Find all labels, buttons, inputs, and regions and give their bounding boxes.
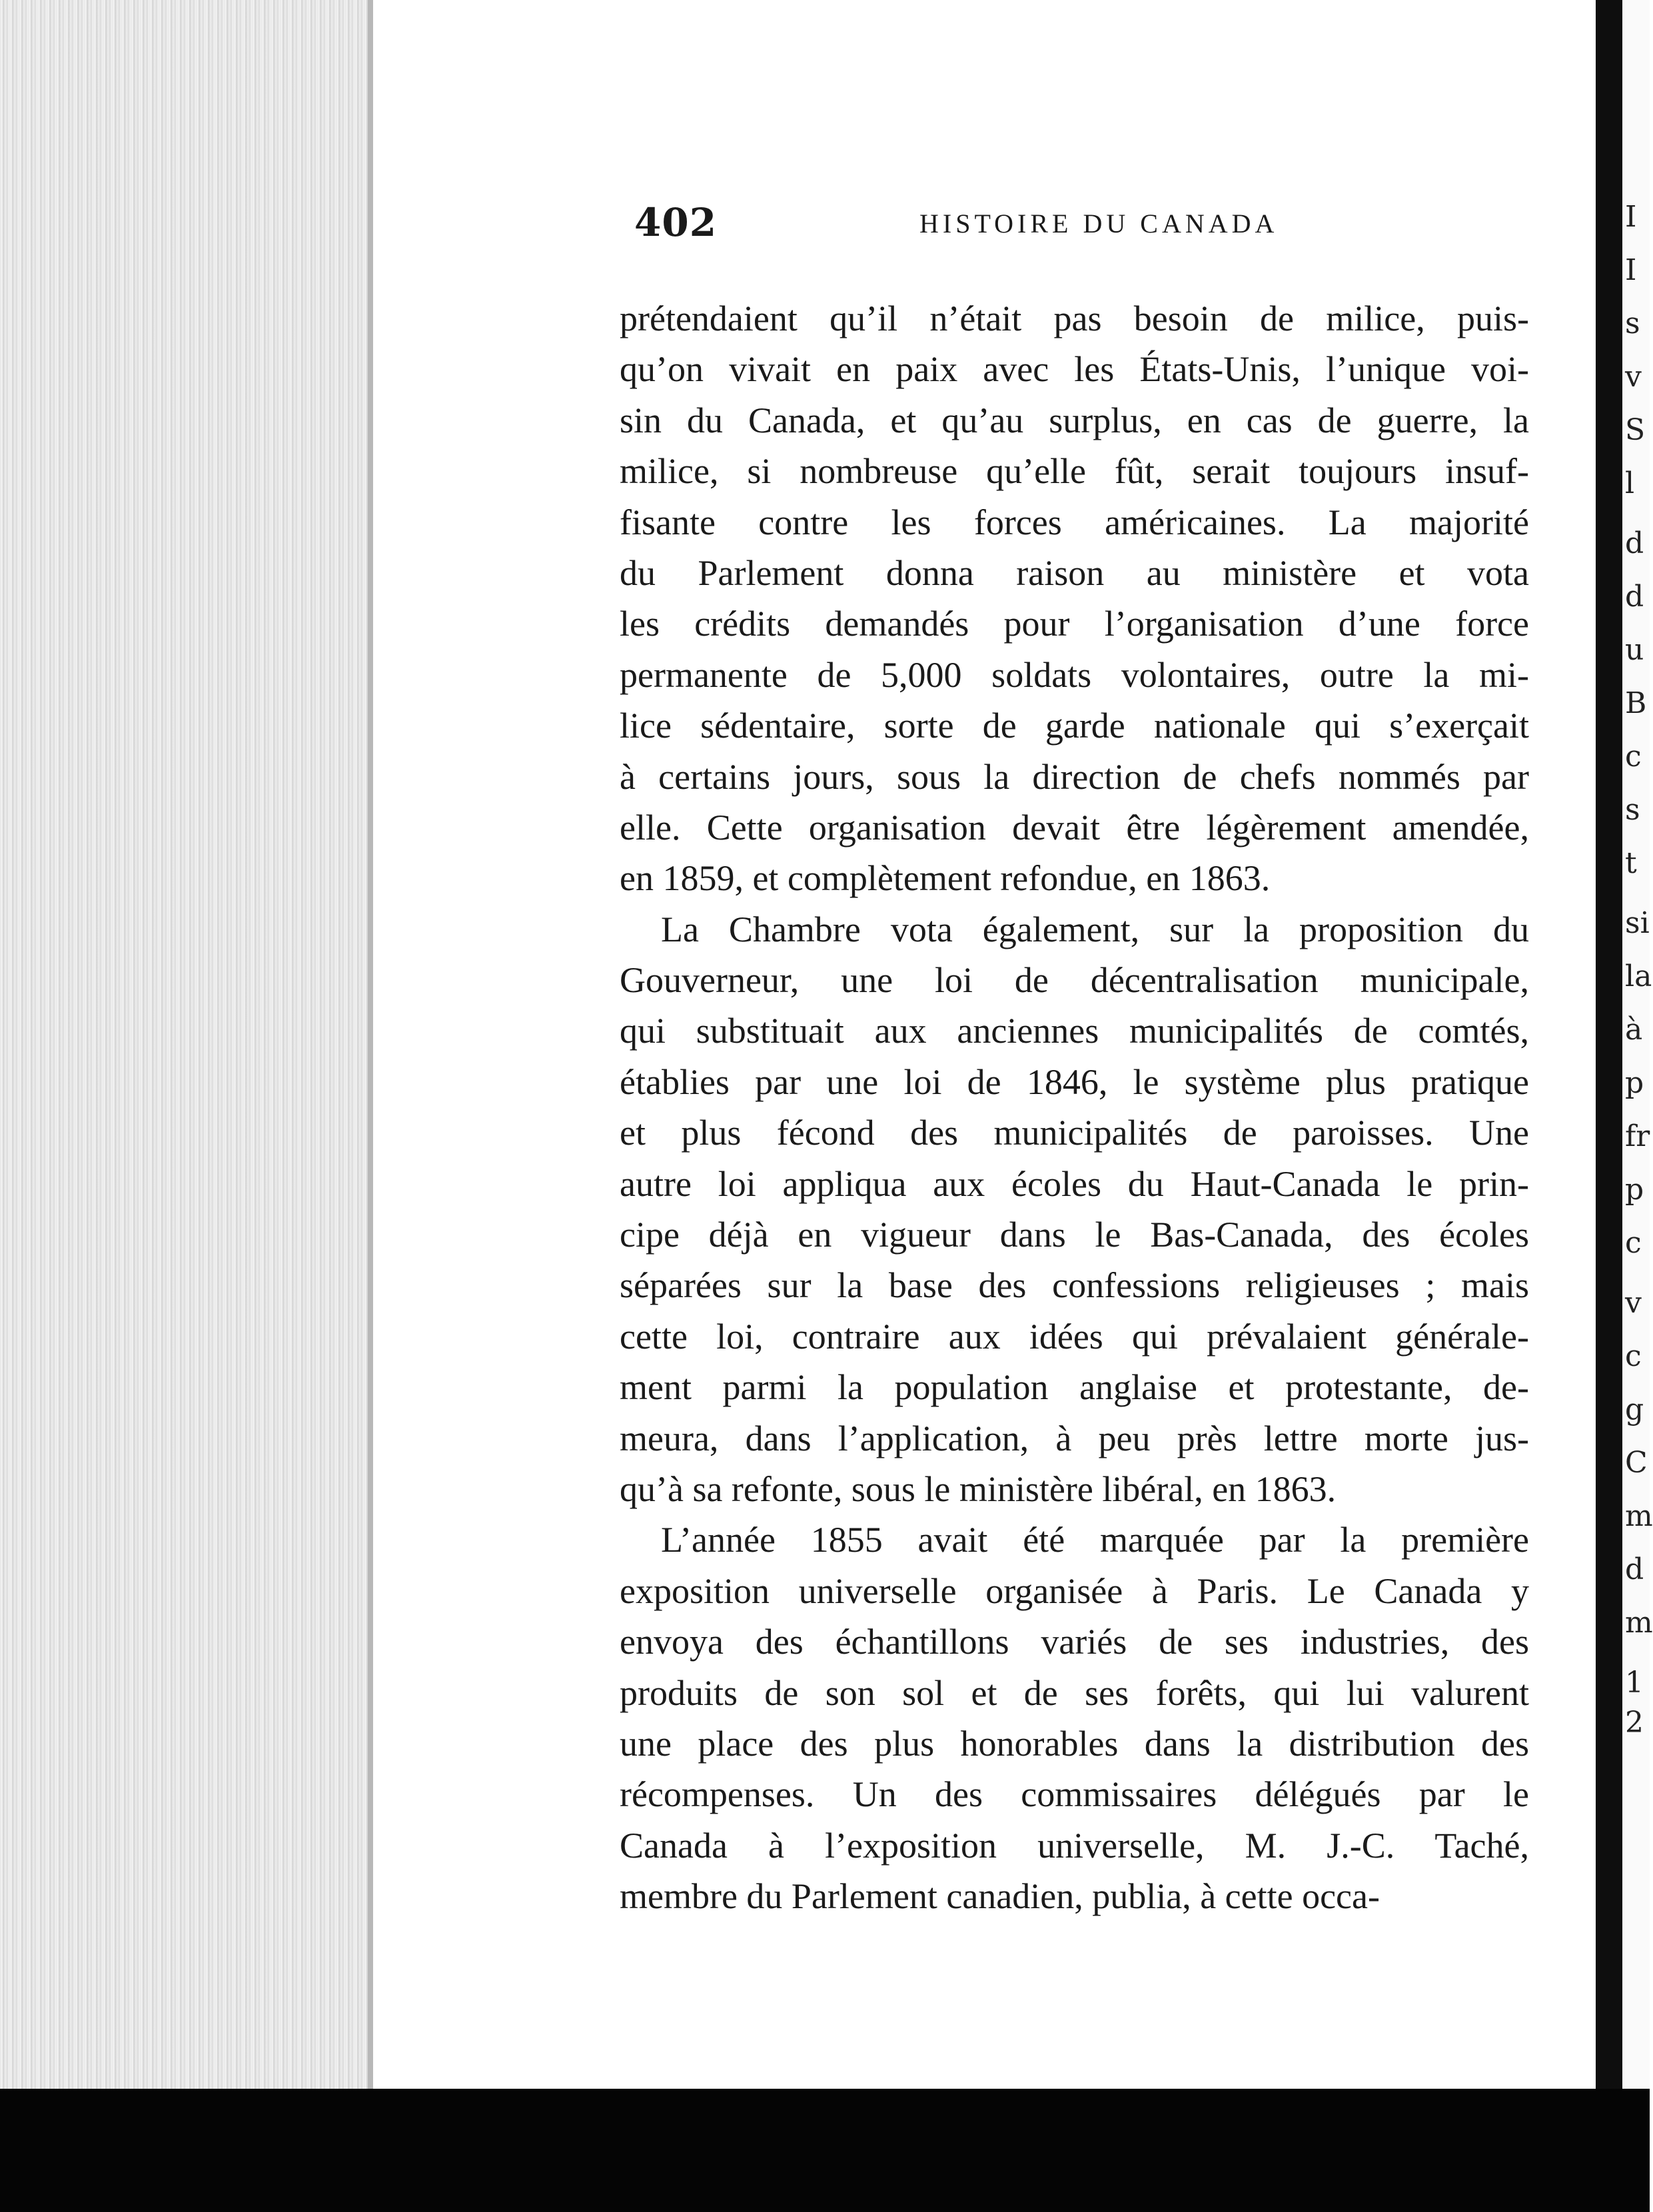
text-line: une place des plus honorables dans la distribution des	[620, 1723, 1529, 1764]
text-line: permanente de 5,000 soldats volontaires, outre la mi-	[620, 654, 1529, 695]
running-header	[634, 200, 1520, 253]
text-line: exposition universelle organisée à Paris. Le Canada y	[620, 1570, 1529, 1611]
adjacent-page-fragment: g	[1625, 1392, 1644, 1426]
adjacent-page-fragment: c	[1625, 740, 1642, 774]
adjacent-page-edge	[1622, 0, 1653, 2089]
text-line: prétendaient qu’il n’était pas besoin de milice, puis-	[620, 298, 1529, 338]
adjacent-page-fragment: v	[1625, 360, 1642, 394]
text-line: Gouverneur, une loi de décentralisation municipale,	[620, 960, 1529, 1001]
adjacent-page-fragment: m	[1625, 1499, 1653, 1533]
text-line: sin du Canada, et qu’au surplus, en cas de guerre, la	[620, 400, 1529, 440]
adjacent-page-fragment: B	[1625, 686, 1647, 720]
text-line: fisante contre les forces américaines. La majorité	[620, 502, 1529, 542]
adjacent-page-fragment: d	[1625, 580, 1644, 614]
text-line: membre du Parlement canadien, publia, à cette occa-	[620, 1876, 1380, 1917]
text-line: produits de son sol et de ses forêts, qui lui valurent	[620, 1672, 1529, 1713]
book-page-edges	[0, 0, 373, 2212]
paragraph	[620, 1514, 1529, 1922]
adjacent-page-fragment: la	[1625, 959, 1652, 993]
adjacent-page-fragment: C	[1625, 1446, 1648, 1480]
running-title: HISTOIRE DU CANADA	[919, 209, 1279, 239]
text-line: La Chambre vota également, sur la proposition du	[661, 909, 1529, 949]
text-line: ment parmi la population anglaise et protestante, de-	[620, 1367, 1529, 1408]
text-line: en 1859, et complètement refondue, en 1863.	[620, 858, 1271, 899]
text-line: envoya des échantillons variés de ses industries, des	[620, 1622, 1529, 1662]
text-line: autre loi appliqua aux écoles du Haut-Canada le prin-	[620, 1163, 1529, 1204]
text-line: séparées sur la base des confessions religieuses ; mais	[620, 1265, 1529, 1306]
scanner-bottom-border	[0, 2089, 1650, 2212]
adjacent-page-fragment: p	[1625, 1066, 1644, 1100]
text-line: meura, dans l’application, à peu près lettre morte jus-	[620, 1418, 1529, 1458]
text-line: du Parlement donna raison au ministère et vota	[620, 552, 1529, 593]
text-line: Canada à l’exposition universelle, M. J.-C. Taché,	[620, 1825, 1529, 1866]
adjacent-page-fragment: l	[1625, 466, 1635, 500]
adjacent-page-fragment: 2	[1625, 1706, 1644, 1740]
adjacent-page-fragment: si	[1625, 906, 1650, 940]
text-line: qui substituait aux anciennes municipalités de comtés,	[620, 1011, 1529, 1051]
paragraph	[620, 904, 1529, 1515]
text-line: récompenses. Un des commissaires délégués par le	[620, 1774, 1529, 1815]
adjacent-page-fragment: à	[1625, 1013, 1643, 1047]
book-spine	[1596, 0, 1622, 2089]
adjacent-page-fragment: I	[1625, 253, 1637, 287]
text-line: elle. Cette organisation devait être légèrement amendée,	[620, 807, 1529, 847]
adjacent-page-fragment: p	[1625, 1173, 1644, 1207]
adjacent-page-fragment: d	[1625, 1552, 1644, 1586]
adjacent-page-fragment: s	[1625, 306, 1640, 340]
paragraph	[620, 293, 1529, 904]
adjacent-page-fragment: I	[1625, 200, 1637, 234]
adjacent-page-fragment: d	[1625, 526, 1644, 560]
text-line: qu’à sa refonte, sous le ministère libéral, en 1863.	[620, 1468, 1337, 1509]
text-line: et plus fécond des municipalités de paroisses. Une	[620, 1113, 1529, 1153]
text-line: les crédits demandés pour l’organisation d’une force	[620, 604, 1529, 644]
adjacent-page-fragment: s	[1625, 793, 1640, 827]
adjacent-page-fragment: fr	[1625, 1119, 1650, 1153]
adjacent-page-fragment: c	[1625, 1226, 1642, 1260]
adjacent-page-fragment: S	[1625, 413, 1646, 447]
text-line: cette loi, contraire aux idées qui prévalaient générale-	[620, 1316, 1529, 1357]
adjacent-page-fragment: m	[1625, 1606, 1653, 1640]
text-line: lice sédentaire, sorte de garde nationale qui s’exerçait	[620, 706, 1529, 746]
adjacent-page-fragment: u	[1625, 633, 1644, 667]
adjacent-page-fragment: 1	[1625, 1666, 1644, 1700]
text-line: cipe déjà en vigueur dans le Bas-Canada, des écoles	[620, 1215, 1529, 1255]
text-line: milice, si nombreuse qu’elle fût, serait toujours insuf-	[620, 451, 1529, 492]
adjacent-page-fragment: v	[1625, 1286, 1642, 1320]
page-number: 402	[634, 200, 718, 245]
text-line: qu’on vivait en paix avec les États-Unis, l’unique voi-	[620, 349, 1529, 390]
text-line: L’année 1855 avait été marquée par la première	[661, 1520, 1529, 1560]
adjacent-page-fragment: c	[1625, 1339, 1642, 1373]
adjacent-page-fragment: t	[1625, 846, 1637, 880]
text-line: établies par une loi de 1846, le système plus pratique	[620, 1061, 1529, 1102]
body-text	[620, 293, 1529, 1922]
text-line: à certains jours, sous la direction de chefs nommés par	[620, 756, 1529, 797]
